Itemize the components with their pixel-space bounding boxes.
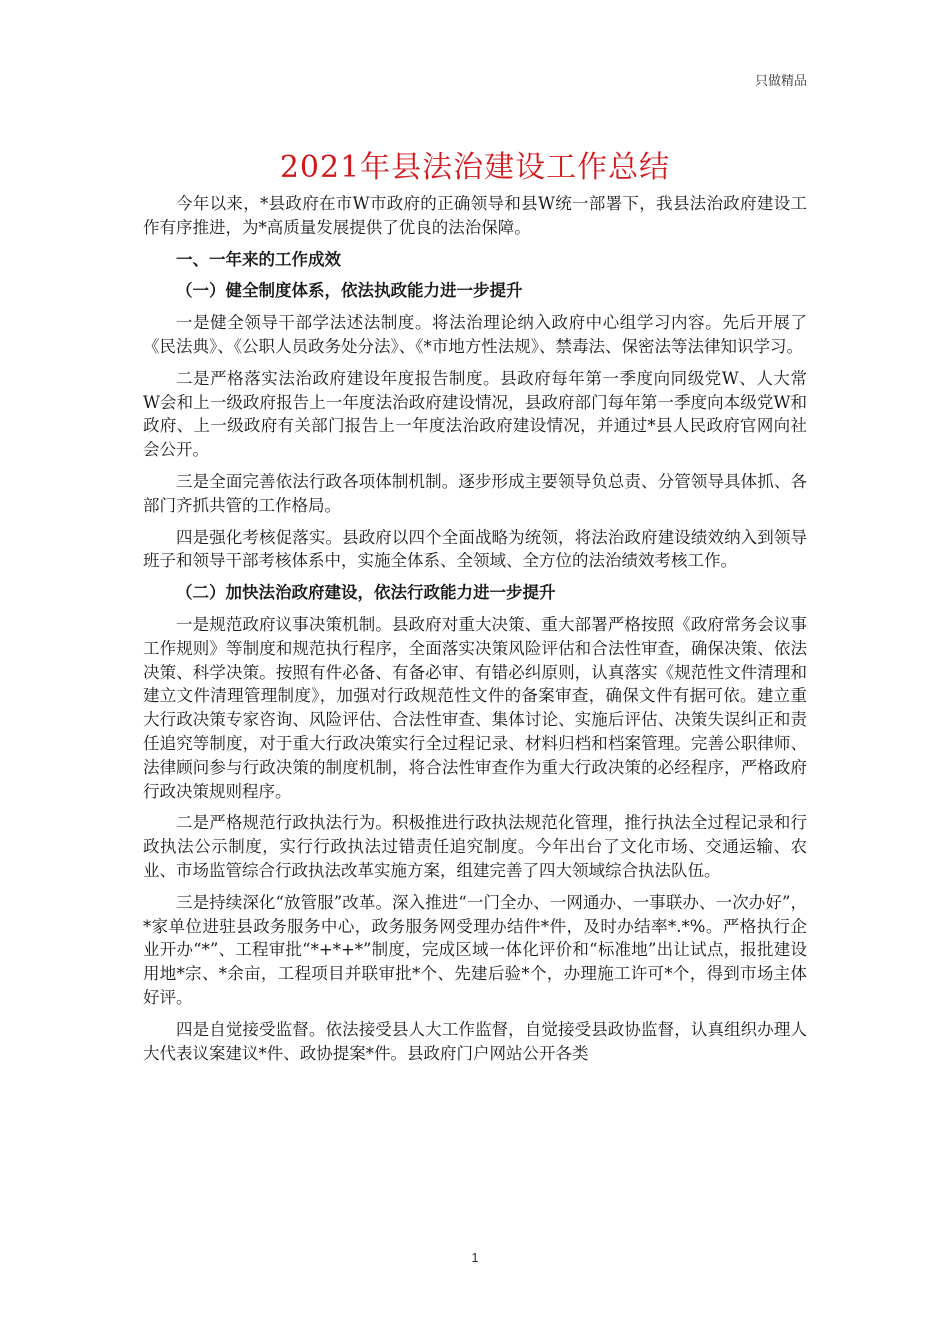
body-paragraph: 一是规范政府议事决策机制。县政府对重大决策、重大部署严格按照《政府常务会议事工作规则》等制度和规范执行程序，全面落实决策风险评估和合法性审查，确保决策、依法决策、科学决策。按照有件必备、有备必审、有错必纠原则，认真落实《规范性文件清理和建立文件清理管理制度》，加强对行政规范性文件的备案审查，确保文件有据可依。建立重大行政决策专家咨询、风险评估、合法性审查、集体讨论、实施后评估、决策失误纠正和责任追究等制度，对于重大行政决策实行全过程记录、材料归档和档案管理。完善公职律师、法律顾问参与行政决策的制度机制，将合法性审查作为重大行政决策的必经程序，严格政府行政决策规则程序。 xyxy=(143,614,807,801)
subsection-heading: （一）健全制度体系，依法执政能力进一步提升 xyxy=(176,281,523,301)
section-heading: 一、一年来的工作成效 xyxy=(176,249,341,269)
body-paragraph: 三是全面完善依法行政各项体制机制。逐步形成主要领导负总责、分管领导具体抓、各部门齐抓共管的工作格局。 xyxy=(143,471,807,515)
body-paragraph: 一是健全领导干部学法述法制度。将法治理论纳入政府中心组学习内容。先后开展了《民法典》、《公职人员政务处分法》、《*市地方性法规》、禁毒法、保密法等法律知识学习。 xyxy=(143,313,807,356)
page-title: 2021年县法治建设工作总结 xyxy=(279,150,671,185)
body-paragraph: 二是严格规范行政执法行为。积极推进行政执法规范化管理，推行执法全过程记录和行政执法公示制度，实行行政执法过错责任追究制度。今年出台了文化市场、交通运输、农业、市场监管综合行政执法改革实施方案，组建完善了四大领域综合执法队伍。 xyxy=(143,813,807,880)
body-paragraph: 四是自觉接受监督。依法接受县人大工作监督，自觉接受县政协监督，认真组织办理人大代表议案建议*件、政协提案*件。县政府门户网站公开各类 xyxy=(143,1019,807,1063)
body-paragraph: 二是严格落实法治政府建设年度报告制度。县政府每年第一季度向同级党W、人大常 W会和上一级政府报告上一年度法治政府建设情况，县政府部门每年第一季度向本级党W和政府、上一级政府有关部门报告上一年度法治政府建设情况，并通过*县人民政府官网向社会公开。 xyxy=(143,368,807,460)
header-tag: 只做精品 xyxy=(754,74,807,89)
page-number: 1 xyxy=(471,1250,479,1265)
body-paragraph: 四是强化考核促落实。县政府以四个全面战略为统领，将法治政府建设绩效纳入到领导班子和领导干部考核体系中，实施全体系、全领域、全方位的法治绩效考核工作。 xyxy=(143,527,807,571)
subsection-heading: （二）加快法治政府建设，依法行政能力进一步提升 xyxy=(176,583,556,603)
body-paragraph: 三是持续深化“放管服”改革。深入推进“一门全办、一网通办、一事联办、一次办好”，*家单位进驻县政务服务中心，政务服务网受理办结件*件，及时办结率*.*%。严格执行企业开办“*”、工程审批“*+*+*”制度，完成区域一体化评价和“标准地”出让试点，报批建设用地*宗、*余亩，工程项目并联审批*个、先建后验*个，办理施工许可*个，得到市场主体好评。 xyxy=(143,892,807,1007)
document-body xyxy=(143,192,807,1073)
intro-paragraph: 今年以来，*县政府在市W市政府的正确领导和县W统一部署下，我县法治政府建设工作有序推进，为*高质量发展提供了优良的法治保障。 xyxy=(143,194,807,237)
